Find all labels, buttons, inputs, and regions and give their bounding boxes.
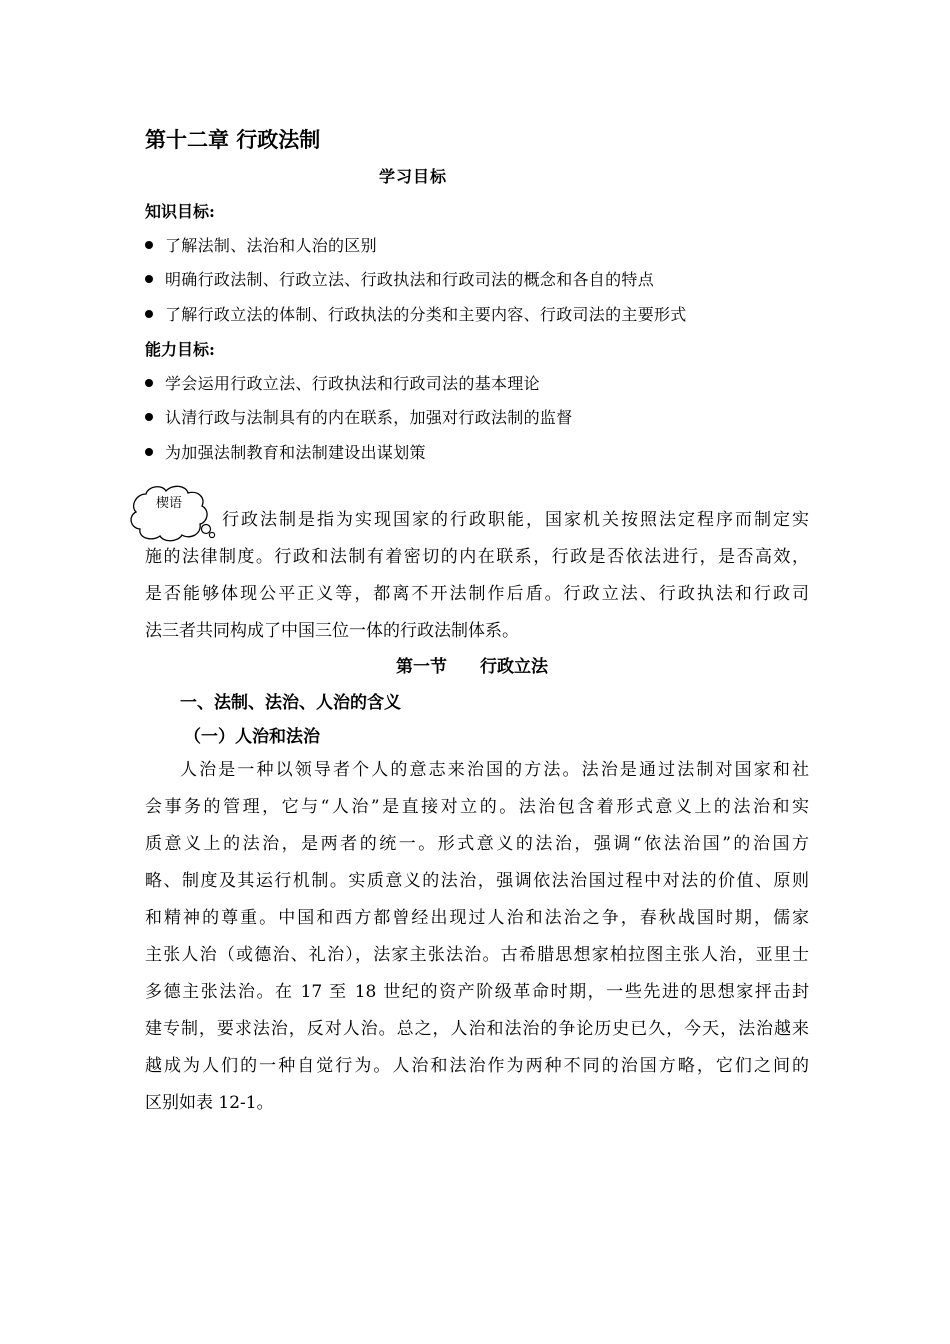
paragraph-line: 人治是一种以领导者个人的意志来治国的方法。法治是通过法制对国家和社 [180,760,809,780]
heading-level-1: 一、法制、法治、人治的含义 [180,693,401,713]
chapter-title: 第十二章 行政法制 [145,127,321,152]
section-number: 第一节 [396,657,447,677]
heading-level-2: （一）人治和法治 [184,727,320,747]
paragraph-line: 越成为人们的一种自觉行为。人治和法治作为两种不同的治国方略，它们之间的 [145,1056,809,1076]
knowledge-objectives-heading: 知识目标: [145,202,215,221]
cloud-callout-icon [128,484,220,544]
paragraph-line: 会事务的管理，它与“人治”是直接对立的。法治包含着形式意义上的法治和实 [145,797,809,817]
cloud-callout-label: 楔语 [155,496,182,511]
knowledge-item: 了解行政立法的体制、行政执法的分类和主要内容、行政司法的主要形式 [145,302,687,325]
ability-objectives-heading: 能力目标: [145,340,215,359]
intro-line: 法三者共同构成了中国三位一体的行政法制体系。 [145,621,519,641]
bullet-icon [145,275,153,283]
knowledge-item: 明确行政法制、行政立法、行政执法和行政司法的概念和各自的特点 [145,267,654,290]
bullet-icon [145,448,153,456]
paragraph-line: 多德主张法治。在 17 至 18 世纪的资产阶级革命时期，一些先进的思想家抨击封 [145,982,809,1002]
ability-item: 学会运用行政立法、行政执法和行政司法的基本理论 [145,371,540,394]
paragraph-line: 建专制，要求法治，反对人治。总之，人治和法治的争论历史已久，今天，法治越来 [145,1019,809,1039]
bullet-icon [145,241,153,249]
intro-line: 施的法律制度。行政和法制有着密切的内在联系，行政是否依法进行，是否高效， [145,547,809,567]
paragraph-line: 和精神的尊重。中国和西方都曾经出现过人治和法治之争，春秋战国时期，儒家 [145,908,809,928]
knowledge-item: 了解法制、法治和人治的区别 [145,233,377,256]
paragraph-line: 质意义上的法治，是两者的统一。形式意义的法治，强调“依法治国”的治国方 [145,834,809,854]
objectives-title: 学习目标 [378,167,447,186]
paragraph-line: 主张人治（或德治、礼治），法家主张法治。古希腊思想家柏拉图主张人治，亚里士 [145,945,809,965]
bullet-icon [145,379,153,387]
ability-item: 为加强法制教育和法制建设出谋划策 [145,440,426,463]
paragraph-line: 略、制度及其运行机制。实质意义的法治，强调依法治国过程中对法的价值、原则 [145,871,809,891]
section-name: 行政立法 [480,657,548,677]
bullet-icon [145,310,153,318]
intro-line: 是否能够体现公平正义等，都离不开法制作后盾。行政立法、行政执法和行政司 [145,584,809,604]
paragraph-line: 区别如表 12-1。 [145,1093,274,1113]
intro-line: 行政法制是指为实现国家的行政职能，国家机关按照法定程序而制定实 [222,510,809,530]
ability-item: 认清行政与法制具有的内在联系，加强对行政法制的监督 [145,405,573,428]
bullet-icon [145,413,153,421]
